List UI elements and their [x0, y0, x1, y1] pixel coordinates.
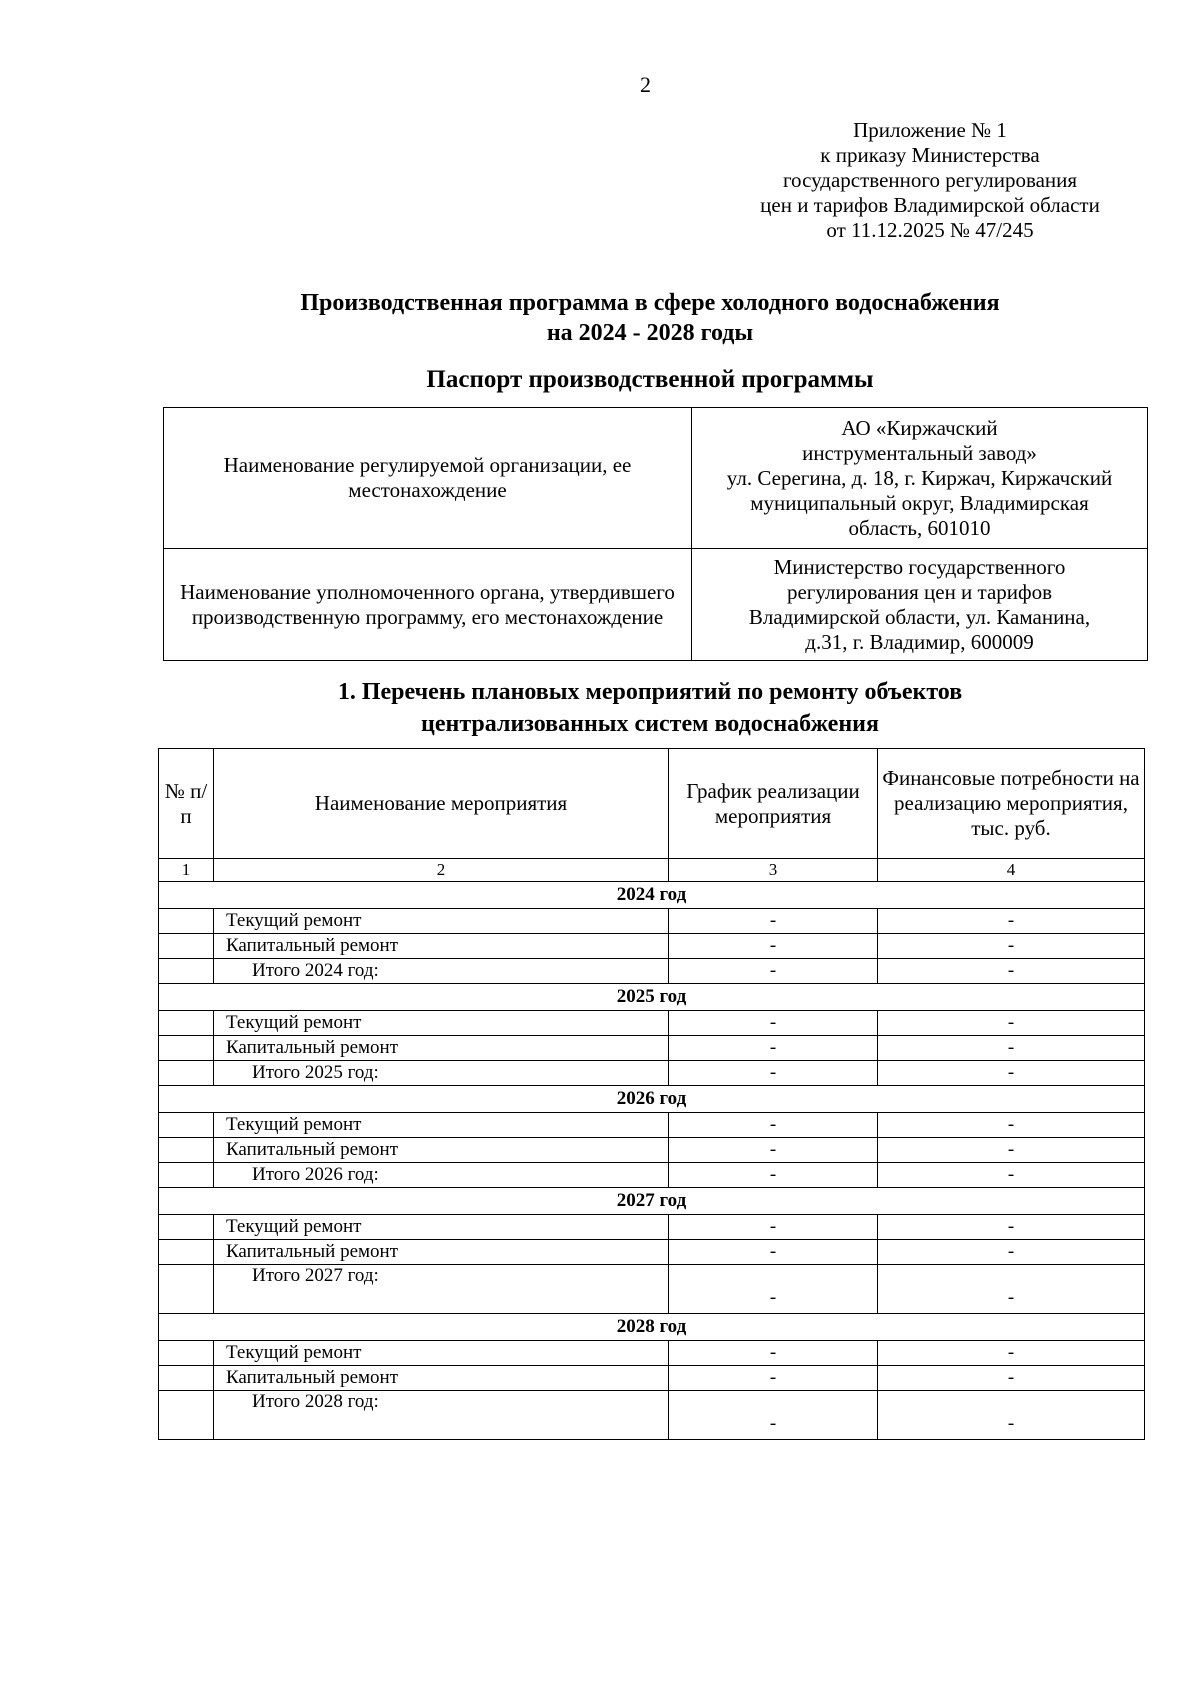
event-cost: -	[878, 909, 1145, 934]
year-label: 2024 год	[159, 882, 1145, 909]
year-header-row	[159, 1086, 1145, 1113]
header-number: № п/п	[159, 749, 214, 859]
total-label: Итого 2028 год:	[214, 1391, 669, 1440]
event-schedule: -	[669, 909, 878, 934]
row-number	[159, 959, 214, 984]
event-name: Капитальный ремонт	[214, 1240, 669, 1265]
row-number	[159, 1240, 214, 1265]
event-name: Текущий ремонт	[214, 1215, 669, 1240]
passport-row	[164, 549, 1148, 661]
appendix-line: государственного регулирования	[782, 168, 1078, 192]
row-number	[159, 909, 214, 934]
total-row	[159, 959, 1145, 984]
table-row	[159, 1366, 1145, 1391]
passport-row	[164, 408, 1148, 549]
event-schedule: -	[669, 934, 878, 959]
total-cost: -	[878, 1391, 1145, 1440]
event-cost: -	[878, 1341, 1145, 1366]
event-name: Текущий ремонт	[214, 1341, 669, 1366]
appendix-line: Приложение № 1	[853, 118, 1007, 142]
passport-value-line: ул. Серегина, д. 18, г. Киржач, Киржачский	[726, 465, 1113, 490]
year-label: 2028 год	[159, 1314, 1145, 1341]
table-row	[159, 934, 1145, 959]
passport-value-line: регулирования цен и тарифов	[786, 579, 1053, 604]
table-row	[159, 1341, 1145, 1366]
year-label: 2026 год	[159, 1086, 1145, 1113]
section-title-line: централизованных систем водоснабжения	[421, 711, 879, 737]
total-schedule: -	[669, 1163, 878, 1188]
appendix-line: от 11.12.2025 № 47/245	[826, 218, 1034, 242]
total-schedule: -	[669, 1061, 878, 1086]
row-number	[159, 1163, 214, 1188]
total-label: Итого 2027 год:	[214, 1265, 669, 1314]
total-cost: -	[878, 1163, 1145, 1188]
event-cost: -	[878, 1240, 1145, 1265]
event-name: Текущий ремонт	[214, 1011, 669, 1036]
event-schedule: -	[669, 1366, 878, 1391]
row-number	[159, 1036, 214, 1061]
event-cost: -	[878, 1011, 1145, 1036]
total-label: Итого 2024 год:	[214, 959, 669, 984]
total-row	[159, 1265, 1145, 1314]
event-cost: -	[878, 1366, 1145, 1391]
event-cost: -	[878, 934, 1145, 959]
total-label: Итого 2026 год:	[214, 1163, 669, 1188]
table-row	[159, 1011, 1145, 1036]
passport-label: Наименование регулируемой организации, ее местонахождение	[164, 408, 692, 549]
header-event-name: Наименование мероприятия	[214, 749, 669, 859]
events-table	[158, 748, 1145, 1440]
total-row	[159, 1163, 1145, 1188]
event-schedule: -	[669, 1011, 878, 1036]
event-schedule: -	[669, 1113, 878, 1138]
row-number	[159, 1391, 214, 1440]
passport-value	[692, 549, 1148, 661]
event-name: Капитальный ремонт	[214, 1036, 669, 1061]
event-schedule: -	[669, 1036, 878, 1061]
column-number: 4	[878, 859, 1145, 882]
passport-heading: Паспорт производственной программы	[426, 366, 874, 393]
table-row	[159, 1215, 1145, 1240]
section-title-line: 1. Перечень плановых мероприятий по ремонту объектов	[337, 679, 963, 705]
event-schedule: -	[669, 1138, 878, 1163]
table-header-row	[159, 749, 1145, 859]
page-number: 2	[640, 72, 651, 97]
event-name: Капитальный ремонт	[214, 1366, 669, 1391]
column-number: 1	[159, 859, 214, 882]
row-number	[159, 1138, 214, 1163]
passport-table	[163, 407, 1148, 661]
total-label: Итого 2025 год:	[214, 1061, 669, 1086]
column-number: 3	[669, 859, 878, 882]
passport-value-line: инструментальный завод»	[802, 440, 1037, 465]
passport-value-line: область, 601010	[848, 515, 991, 540]
table-row	[159, 909, 1145, 934]
document-title-line: Производственная программа в сфере холодного водоснабжения	[300, 290, 1000, 316]
row-number	[159, 1113, 214, 1138]
total-row	[159, 1061, 1145, 1086]
column-number: 2	[214, 859, 669, 882]
event-name: Текущий ремонт	[214, 1113, 669, 1138]
row-number	[159, 1061, 214, 1086]
row-number	[159, 1011, 214, 1036]
year-header-row	[159, 984, 1145, 1011]
passport-value-line: д.31, г. Владимир, 600009	[805, 629, 1034, 654]
event-schedule: -	[669, 1240, 878, 1265]
column-numbers-row	[159, 859, 1145, 882]
year-header-row	[159, 882, 1145, 909]
document-title	[150, 288, 1150, 348]
passport-value-line: Владимирской области, ул. Каманина,	[748, 604, 1091, 629]
event-name: Капитальный ремонт	[214, 934, 669, 959]
event-cost: -	[878, 1113, 1145, 1138]
table-row	[159, 1036, 1145, 1061]
year-label: 2027 год	[159, 1188, 1145, 1215]
year-header-row	[159, 1188, 1145, 1215]
passport-value-line: Министерство государственного	[773, 554, 1066, 579]
total-schedule: -	[669, 959, 878, 984]
event-schedule: -	[669, 1215, 878, 1240]
row-number	[159, 934, 214, 959]
header-financial-needs: Финансовые потребности на реализацию мероприятия, тыс. руб.	[878, 749, 1145, 859]
table-row	[159, 1113, 1145, 1138]
passport-value-line: муниципальный округ, Владимирская	[750, 490, 1089, 515]
passport-label: Наименование уполномоченного органа, утвердившего производственную программу, его местонахождение	[164, 549, 692, 661]
row-number	[159, 1215, 214, 1240]
total-cost: -	[878, 959, 1145, 984]
row-number	[159, 1265, 214, 1314]
event-cost: -	[878, 1215, 1145, 1240]
section-title	[150, 676, 1150, 740]
row-number	[159, 1341, 214, 1366]
year-header-row	[159, 1314, 1145, 1341]
document-title-line: на 2024 - 2028 годы	[546, 320, 754, 346]
passport-value-line: АО «Киржачский	[841, 415, 998, 440]
event-schedule: -	[669, 1341, 878, 1366]
total-schedule: -	[669, 1265, 878, 1314]
table-row	[159, 1138, 1145, 1163]
event-name: Капитальный ремонт	[214, 1138, 669, 1163]
total-cost: -	[878, 1061, 1145, 1086]
year-label: 2025 год	[159, 984, 1145, 1011]
event-cost: -	[878, 1138, 1145, 1163]
event-cost: -	[878, 1036, 1145, 1061]
appendix-line: к приказу Министерства	[820, 143, 1040, 167]
event-name: Текущий ремонт	[214, 909, 669, 934]
header-schedule: График реализации мероприятия	[669, 749, 878, 859]
passport-value	[692, 408, 1148, 549]
table-row	[159, 1240, 1145, 1265]
row-number	[159, 1366, 214, 1391]
appendix-line: цен и тарифов Владимирской области	[760, 193, 1100, 217]
total-schedule: -	[669, 1391, 878, 1440]
total-row	[159, 1391, 1145, 1440]
total-cost: -	[878, 1265, 1145, 1314]
appendix-block	[720, 118, 1140, 243]
